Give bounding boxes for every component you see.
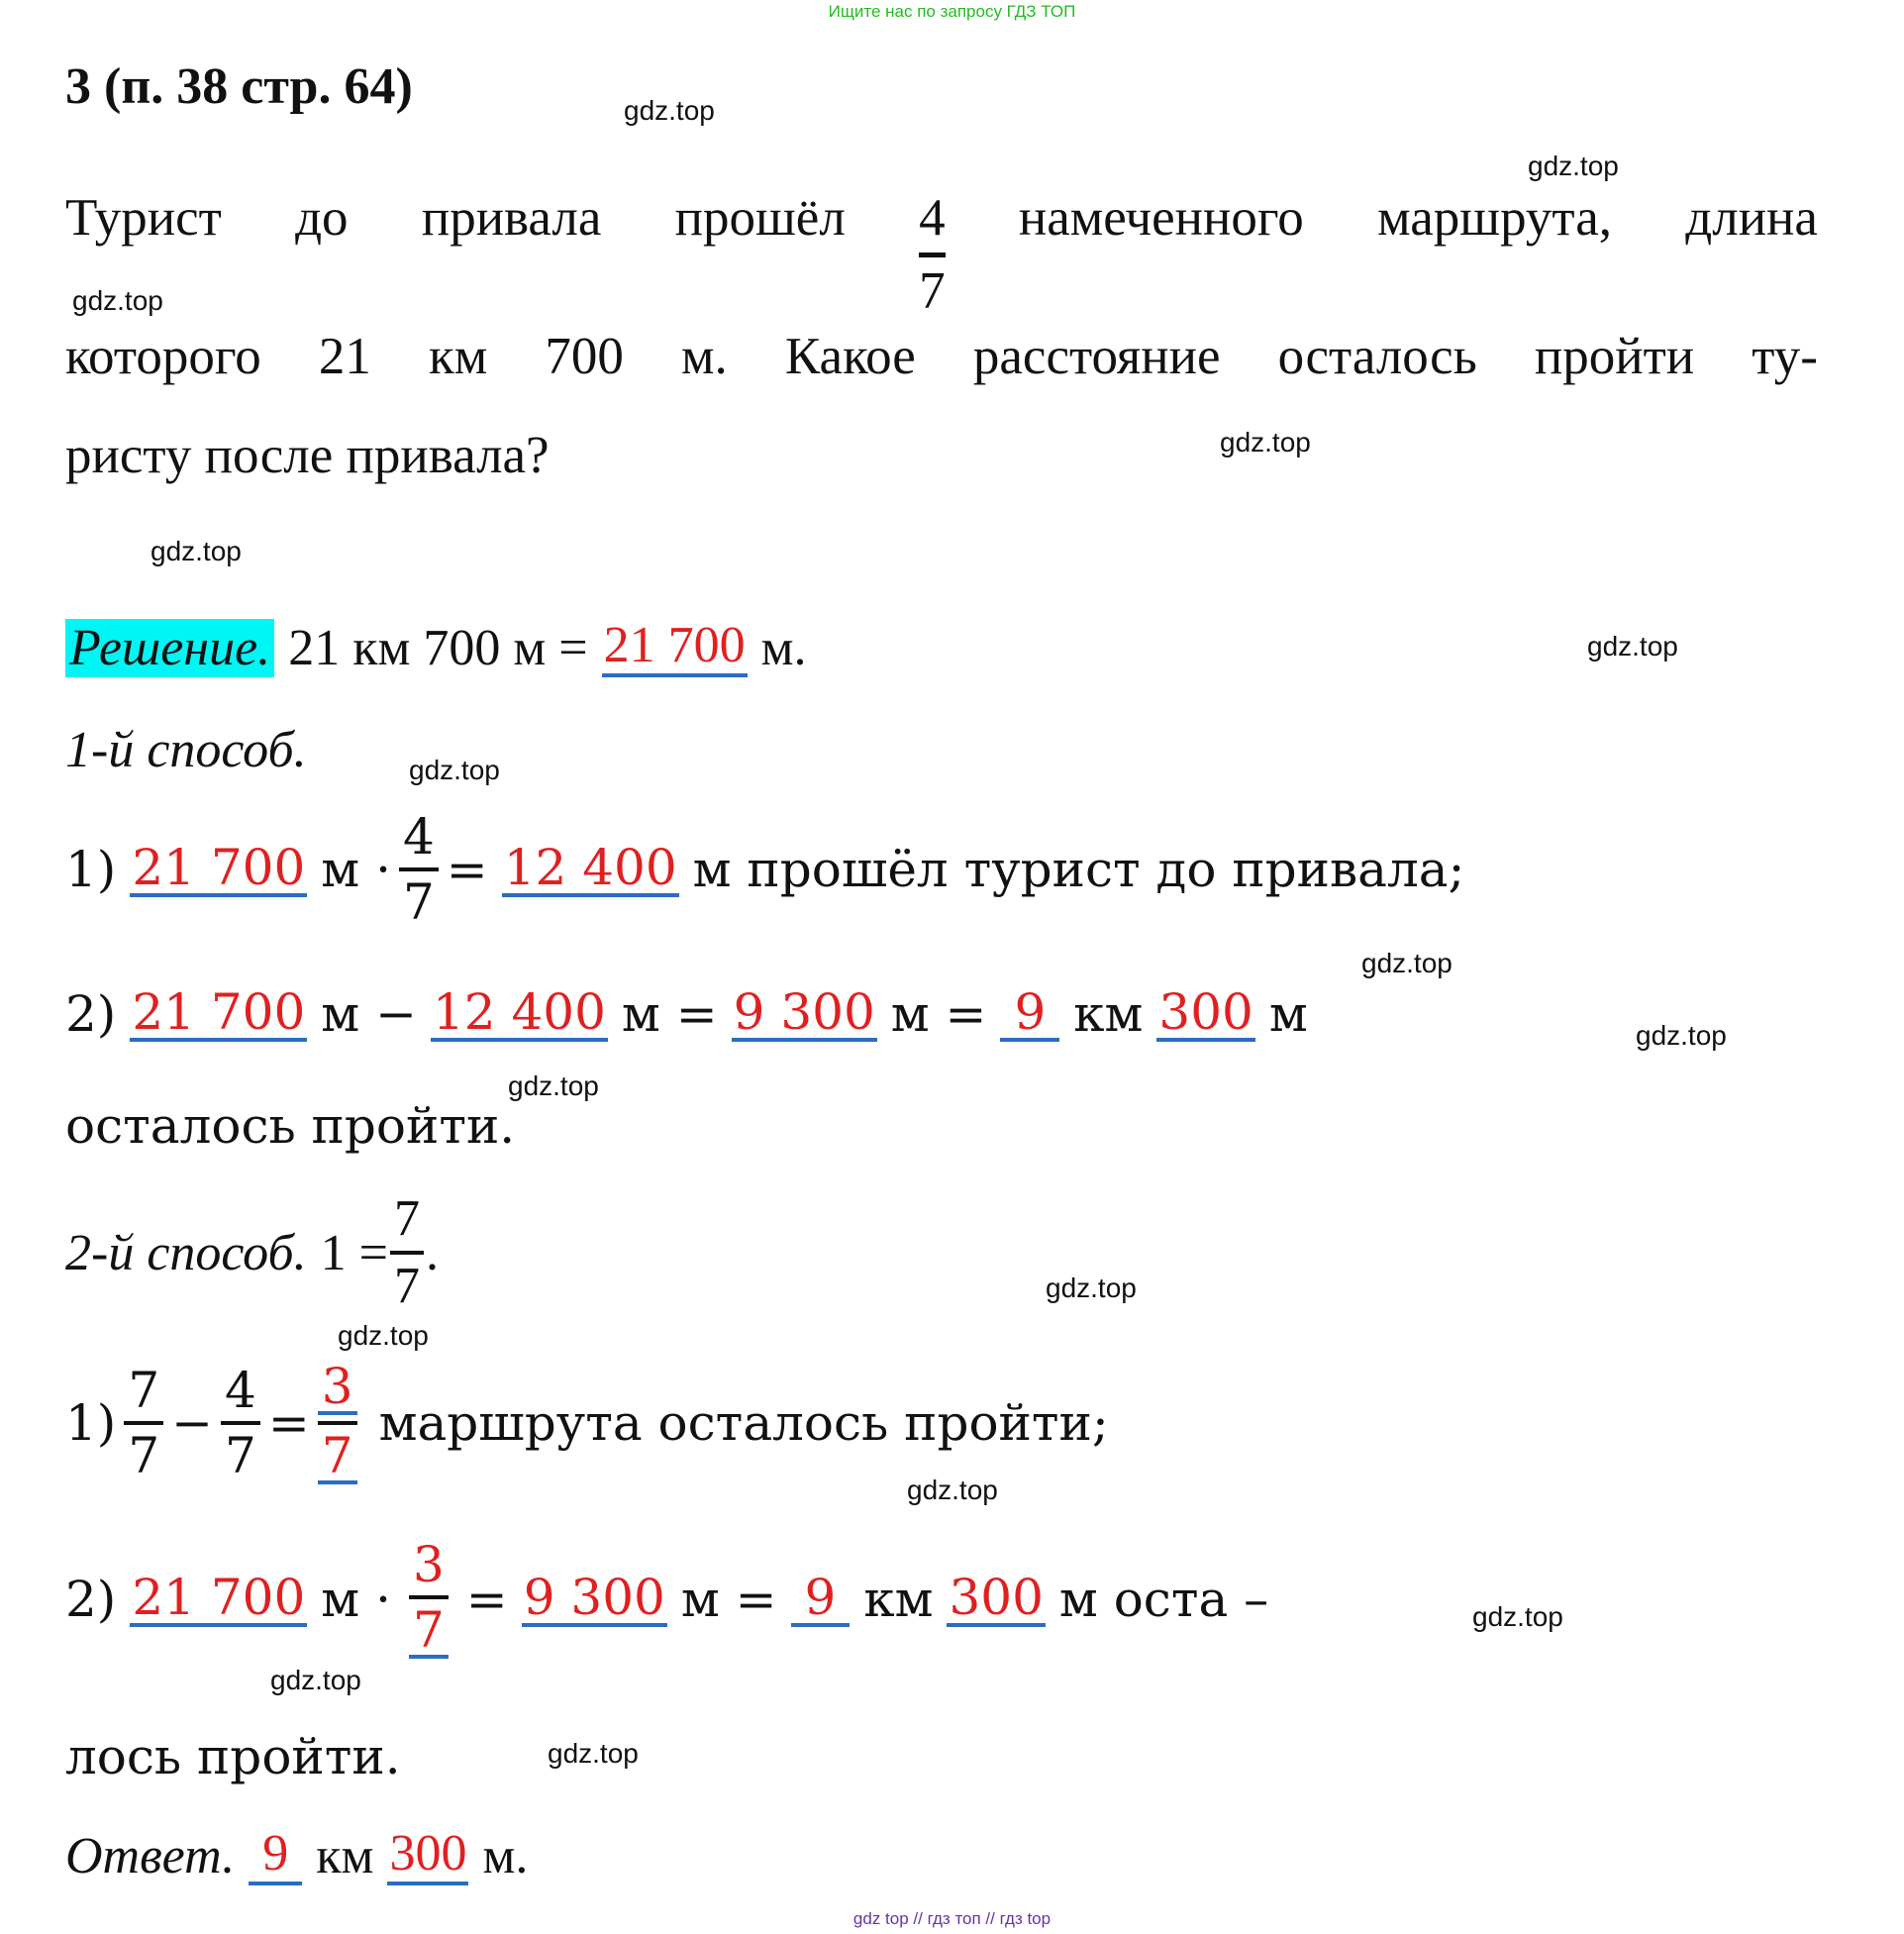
unit: м <box>1268 985 1308 1043</box>
step-text: маршрута осталось пройти; <box>378 1394 1109 1452</box>
operator: = <box>465 1571 508 1628</box>
operator: м = <box>680 1571 777 1628</box>
problem-fraction <box>919 189 946 320</box>
operator: = <box>267 1394 310 1452</box>
watermark: gdz.top <box>548 1738 639 1769</box>
operator: м · <box>321 1571 391 1628</box>
problem-word: км <box>428 328 488 385</box>
punctuation: . <box>425 1224 439 1281</box>
operator: 1 = <box>320 1224 388 1281</box>
unit: км <box>316 1828 374 1884</box>
conversion-unit: м. <box>760 620 807 676</box>
watermark: gdz.top <box>150 536 242 566</box>
watermark: gdz.top <box>624 95 715 126</box>
watermark: gdz.top <box>1472 1601 1563 1632</box>
problem-line-1 <box>65 188 1818 318</box>
fraction-denominator: 7 <box>402 873 435 931</box>
method-1-label: 1-й способ. <box>65 722 307 778</box>
answer-label: Ответ. <box>65 1828 236 1884</box>
watermark: gdz.top <box>1361 948 1453 978</box>
step-text: м прошёл турист до привала; <box>692 841 1465 898</box>
answer-value: 9 <box>791 1572 851 1628</box>
problem-word: длина <box>1685 189 1818 247</box>
method-2-step-1 <box>65 1358 1109 1484</box>
answer-value: 300 <box>387 1827 468 1885</box>
unit: м. <box>482 1828 529 1884</box>
method-1-step-2 <box>65 982 1308 1043</box>
fraction-numerator: 4 <box>402 808 435 865</box>
watermark: gdz.top <box>72 285 163 316</box>
problem-line-2 <box>65 327 1818 386</box>
fraction-numerator: 3 <box>412 1536 445 1593</box>
fraction-numerator: 7 <box>393 1190 420 1247</box>
fraction-bar <box>318 1421 357 1425</box>
method-2-label: 2-й способ. <box>65 1224 307 1281</box>
watermark: gdz.top <box>1587 631 1678 662</box>
solution-label: Решение. <box>65 619 274 677</box>
step-tail: м оста – <box>1058 1571 1269 1628</box>
fraction-bar <box>919 253 946 257</box>
method-2-heading <box>65 1190 439 1314</box>
final-answer <box>65 1827 528 1885</box>
watermark: gdz.top <box>1046 1272 1137 1303</box>
problem-word: которого <box>65 328 261 385</box>
answer-value: 9 300 <box>733 982 875 1041</box>
method-1-step-1 <box>65 808 1465 931</box>
answer-fraction <box>318 1358 357 1484</box>
fraction-denominator: 7 <box>318 1431 357 1484</box>
answer-value: 9 <box>249 1827 302 1885</box>
fraction <box>390 1190 424 1314</box>
problem-line-3: ристу после привала? <box>65 427 550 484</box>
problem-word: 700 <box>545 328 624 385</box>
fraction-denominator: 7 <box>919 262 946 320</box>
operator: = <box>446 841 488 898</box>
fraction <box>124 1362 163 1484</box>
step-text: лось пройти. <box>65 1728 401 1785</box>
problem-word: намеченного <box>1018 189 1304 247</box>
fraction-numerator: 4 <box>919 189 946 247</box>
fraction-numerator: 7 <box>128 1362 160 1419</box>
search-banner: Ищите нас по запросу ГДЗ ТОП <box>828 2 1076 21</box>
answer-value: 21 700 <box>132 1568 306 1626</box>
operator: м − <box>321 985 417 1043</box>
fraction <box>399 808 439 931</box>
problem-word: Турист <box>65 189 222 247</box>
watermark: gdz.top <box>508 1070 599 1101</box>
operator: м = <box>621 985 718 1043</box>
step-number: 1) <box>65 1394 117 1452</box>
problem-word: 21 <box>318 328 371 385</box>
watermark: gdz.top <box>338 1320 429 1351</box>
solution-conversion <box>65 619 807 677</box>
problem-word: м. <box>680 328 728 385</box>
operator: − <box>171 1394 214 1452</box>
problem-word: расстояние <box>972 328 1221 385</box>
footer-watermark: gdz top // гдз топ // гдз top <box>852 1909 1052 1928</box>
fraction-bar <box>221 1421 260 1425</box>
fraction <box>221 1362 260 1484</box>
answer-value: 12 400 <box>432 982 606 1041</box>
watermark: gdz.top <box>270 1665 361 1695</box>
operator: м = <box>890 985 987 1043</box>
step-number: 1) <box>65 841 117 898</box>
watermark: gdz.top <box>907 1475 998 1505</box>
step-number: 2) <box>65 1571 117 1628</box>
fraction-bar <box>390 1251 424 1255</box>
fraction-bar <box>409 1595 449 1599</box>
page-title: 3 (п. 38 стр. 64) <box>65 58 413 115</box>
problem-word: привала <box>421 189 602 247</box>
fraction-numerator: 3 <box>318 1362 357 1415</box>
watermark: gdz.top <box>1220 427 1311 458</box>
answer-value: 300 <box>1158 982 1253 1041</box>
unit: км <box>863 1571 934 1628</box>
operator: м · <box>321 841 391 898</box>
problem-word: маршрута, <box>1377 189 1612 247</box>
unit: км <box>1073 985 1144 1043</box>
step-number: 2) <box>65 985 117 1043</box>
conversion-left: 21 км 700 м = <box>288 620 588 676</box>
answer-value: 9 300 <box>523 1568 665 1626</box>
answer-value: 9 <box>1000 986 1059 1043</box>
answer-fraction <box>409 1536 449 1659</box>
answer-value: 21 700 <box>132 982 306 1041</box>
watermark: gdz.top <box>1636 1020 1727 1051</box>
watermark: gdz.top <box>1528 151 1619 181</box>
fraction-numerator: 4 <box>225 1362 256 1419</box>
watermark: gdz.top <box>409 755 500 785</box>
fraction-bar <box>399 867 439 871</box>
answer-value: 21 700 <box>602 619 748 677</box>
method-2-step-2 <box>65 1536 1269 1659</box>
step-text: осталось пройти. <box>65 1097 516 1155</box>
answer-value: 300 <box>949 1568 1044 1626</box>
problem-word: Какое <box>784 328 916 385</box>
fraction-bar <box>124 1421 163 1425</box>
problem-word: осталось <box>1277 328 1477 385</box>
problem-word: ту- <box>1752 328 1818 385</box>
fraction-denominator: 7 <box>128 1427 160 1484</box>
fraction-denominator: 7 <box>393 1258 420 1314</box>
answer-value: 21 700 <box>132 838 306 896</box>
answer-value: 12 400 <box>503 838 677 896</box>
problem-word: прошёл <box>674 189 846 247</box>
fraction-denominator: 7 <box>225 1427 256 1484</box>
problem-word: пройти <box>1534 328 1695 385</box>
problem-word: до <box>295 189 349 247</box>
fraction-denominator: 7 <box>409 1605 449 1659</box>
